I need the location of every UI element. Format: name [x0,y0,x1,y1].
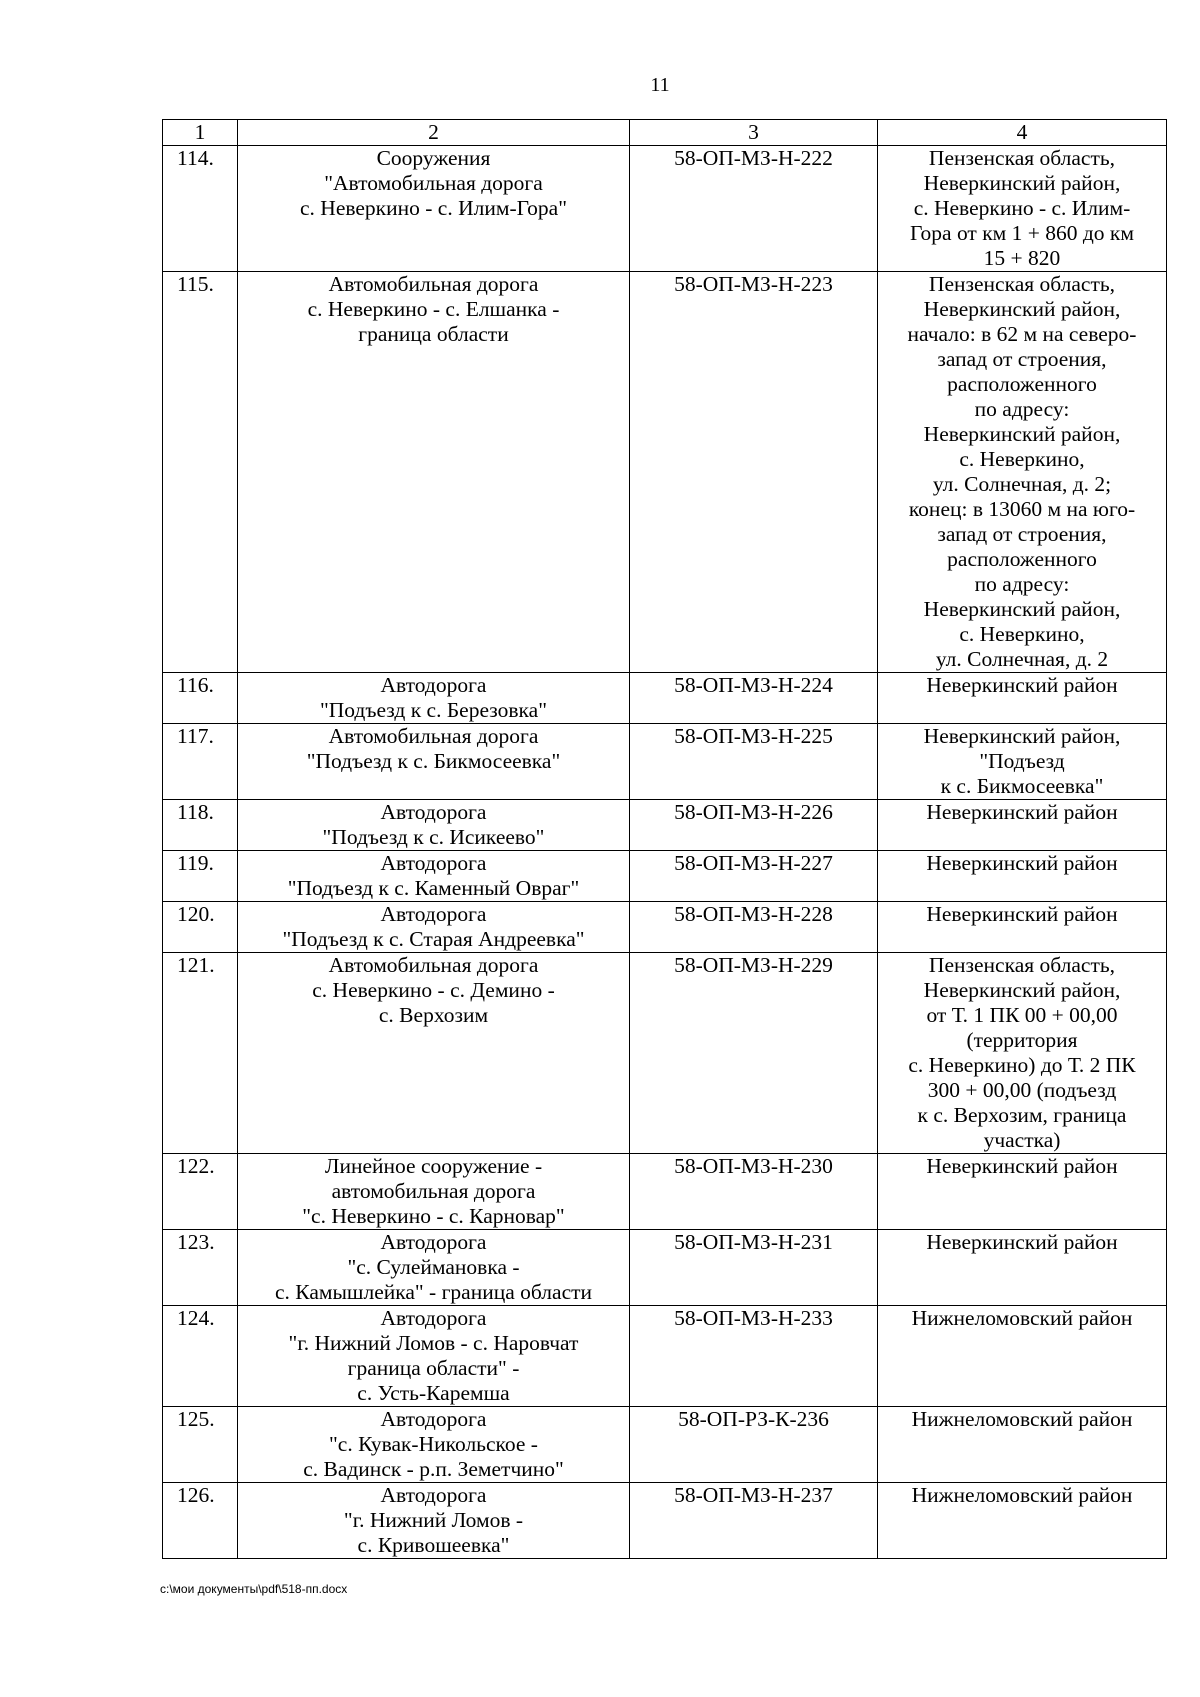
table-row [163,724,1167,800]
road-location-cell: Неверкинский район [878,851,1167,902]
road-code-cell: 58-ОП-МЗ-Н-231 [630,1230,878,1306]
row-number-cell: 126. [163,1483,238,1559]
road-name-cell: Автодорога "Подъезд к с. Старая Андреевка" [238,902,630,953]
road-location-cell: Неверкинский район [878,1154,1167,1230]
road-location-cell: Неверкинский район [878,673,1167,724]
table-row [163,1306,1167,1407]
road-name-cell: Автодорога "г. Нижний Ломов - с. Кривошеевка" [238,1483,630,1559]
road-code-cell: 58-ОП-МЗ-Н-227 [630,851,878,902]
road-code-cell: 58-ОП-МЗ-Н-224 [630,673,878,724]
road-location-cell: Неверкинский район [878,800,1167,851]
road-code-cell: 58-ОП-МЗ-Н-223 [630,272,878,673]
row-number-cell: 115. [163,272,238,673]
header-col-3: 3 [630,120,878,146]
table-row [163,1483,1167,1559]
table-row [163,1230,1167,1306]
row-number-cell: 114. [163,146,238,272]
road-code-cell: 58-ОП-МЗ-Н-230 [630,1154,878,1230]
row-number-cell: 121. [163,953,238,1154]
road-code-cell: 58-ОП-МЗ-Н-229 [630,953,878,1154]
road-location-cell: Пензенская область, Неверкинский район, с. Неверкино - с. Илим- Гора от км 1 + 860 до км 15 + 820 [878,146,1167,272]
page-number: 11 [650,74,670,96]
row-number-cell: 119. [163,851,238,902]
road-location-cell: Пензенская область, Неверкинский район, начало: в 62 м на северо- запад от строения, расположенного по адресу: Неверкинский район, с. Неверкино, ул. Солнечная, д. 2; конец: в 13060 м на юго- запад от строения, расположенного по адресу: Неверкинский район, с. Неверкино, ул. Солнечная, д. 2 [878,272,1167,673]
road-code-cell: 58-ОП-МЗ-Н-237 [630,1483,878,1559]
row-number-cell: 118. [163,800,238,851]
table-row [163,1154,1167,1230]
table-row [163,851,1167,902]
footer-file-path: c:\мои документы\pdf\518-пп.docx [160,1582,348,1596]
road-location-cell: Неверкинский район [878,1230,1167,1306]
road-name-cell: Сооружения "Автомобильная дорога с. Неверкино - с. Илим-Гора" [238,146,630,272]
road-code-cell: 58-ОП-РЗ-К-236 [630,1407,878,1483]
road-name-cell: Линейное сооружение - автомобильная дорога "с. Неверкино - с. Карновар" [238,1154,630,1230]
roads-table-container [162,119,1167,1559]
table-row [163,800,1167,851]
road-code-cell: 58-ОП-МЗ-Н-226 [630,800,878,851]
header-col-2: 2 [238,120,630,146]
road-name-cell: Автодорога "Подъезд к с. Исикеево" [238,800,630,851]
row-number-cell: 123. [163,1230,238,1306]
road-code-cell: 58-ОП-МЗ-Н-233 [630,1306,878,1407]
road-name-cell: Автодорога "с. Сулеймановка - с. Камышлейка" - граница области [238,1230,630,1306]
road-code-cell: 58-ОП-МЗ-Н-228 [630,902,878,953]
table-row [163,272,1167,673]
row-number-cell: 120. [163,902,238,953]
table-row [163,673,1167,724]
road-location-cell: Неверкинский район, "Подъезд к с. Бикмосеевка" [878,724,1167,800]
table-row [163,902,1167,953]
table-body [163,146,1167,1559]
road-code-cell: 58-ОП-МЗ-Н-222 [630,146,878,272]
row-number-cell: 116. [163,673,238,724]
road-name-cell: Автомобильная дорога с. Неверкино - с. Демино - с. Верхозим [238,953,630,1154]
road-name-cell: Автодорога "Подъезд к с. Каменный Овраг" [238,851,630,902]
table-row [163,1407,1167,1483]
road-name-cell: Автодорога "г. Нижний Ломов - с. Наровчат граница области" - с. Усть-Каремша [238,1306,630,1407]
roads-table [162,119,1167,1559]
row-number-cell: 122. [163,1154,238,1230]
road-name-cell: Автодорога "с. Кувак-Никольское - с. Вадинск - р.п. Земетчино" [238,1407,630,1483]
row-number-cell: 117. [163,724,238,800]
road-name-cell: Автомобильная дорога "Подъезд к с. Бикмосеевка" [238,724,630,800]
road-location-cell: Неверкинский район [878,902,1167,953]
road-location-cell: Нижнеломовский район [878,1306,1167,1407]
header-col-1: 1 [163,120,238,146]
header-col-4: 4 [878,120,1167,146]
road-code-cell: 58-ОП-МЗ-Н-225 [630,724,878,800]
row-number-cell: 124. [163,1306,238,1407]
table-row [163,146,1167,272]
row-number-cell: 125. [163,1407,238,1483]
table-header-row [163,120,1167,146]
table-row [163,953,1167,1154]
road-location-cell: Пензенская область, Неверкинский район, от Т. 1 ПК 00 + 00,00 (территория с. Неверкино) до Т. 2 ПК 300 + 00,00 (подъезд к с. Верхозим, граница участка) [878,953,1167,1154]
road-location-cell: Нижнеломовский район [878,1407,1167,1483]
road-name-cell: Автомобильная дорога с. Неверкино - с. Елшанка - граница области [238,272,630,673]
road-name-cell: Автодорога "Подъезд к с. Березовка" [238,673,630,724]
road-location-cell: Нижнеломовский район [878,1483,1167,1559]
